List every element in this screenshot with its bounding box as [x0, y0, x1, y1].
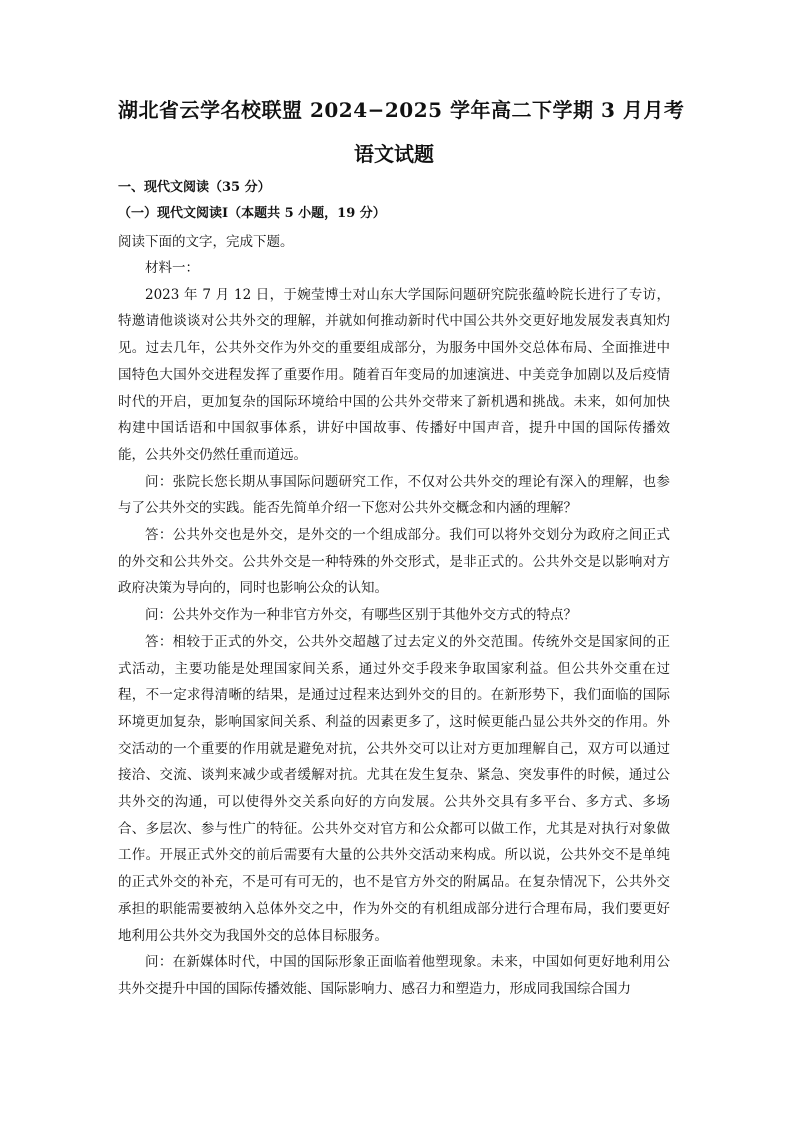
reading-material	[118, 255, 670, 1003]
paragraph: 问：公共外交作为一种非官方外交，有哪些区别于其他外交方式的特点？	[145, 607, 577, 624]
document-subtitle: 语文试题	[354, 142, 434, 166]
document-title: 湖北省云学名校联盟 2024−2025 学年高二下学期 3 月月考	[118, 98, 685, 122]
subsection-heading: （一）现代文阅读Ⅰ（本题共 5 小题，19 分）	[118, 206, 386, 221]
instruction-text: 阅读下面的文字，完成下题。	[118, 234, 294, 250]
paragraph: 问：在新媒体时代，中国的国际形象正面临着他塑现象。未来，中国如何更好地利用公共外交提升中国的国际传播效能、国际影响力、感召力和塑造力，形成同我国综合国力	[118, 954, 670, 997]
paragraph: 2023 年 7 月 12 日，于婉莹博士对山东大学国际问题研究院张蕴岭院长进行了专访，特邀请他谈谈对公共外交的理解，并就如何推动新时代中国公共外交更好地发展发表真知灼见。过去几年，公共外交作为外交的重要组成部分，为服务中国外交总体布局、全面推进中国特色大国外交进程发挥了重要作用。随着百年变局的加速演进、中美竞争加剧以及后疫情时代的开启，更加复杂的国际环境给中国的公共外交带来了新机遇和挑战。未来，如何加快构建中国话语和中国叙事体系，讲好中国故事、传播好中国声音，提升中国的国际传播效能，公共外交仍然任重而道远。	[118, 286, 670, 463]
section-heading: 一、现代文阅读（35 分）	[118, 180, 271, 195]
paragraph: 问：张院长您长期从事国际问题研究工作，不仅对公共外交的理论有深入的理解，也参与了公共外交的实践。能否先简单介绍一下您对公共外交概念和内涵的理解？	[118, 473, 670, 517]
paragraph: 答：相较于正式的外交，公共外交超越了过去定义的外交范围。传统外交是国家间的正式活动，主要功能是处理国家间关系，通过外交手段来争取国家利益。但公共外交重在过程，不一定求得清晰的结果，是通过过程来达到外交的目的。在新形势下，我们面临的国际环境更加复杂，影响国家间关系、利益的因素更多了，这时候更能凸显公共外交的作用。外交活动的一个重要的作用就是避免对抗，公共外交可以让对方更加理解自己，双方可以通过接洽、交流、谈判来减少或者缓解对抗。尤其在发生复杂、紧急、突发事件的时候，通过公共外交的沟通，可以使得外交关系向好的方向发展。公共外交具有多平台、多方式、多场合、多层次、参与性广的特征。公共外交对官方和公众都可以做工作，尤其是对执行对象做工作。开展正式外交的前后需要有大量的公共外交活动来构成。所以说，公共外交不是单纯的正式外交的补充，不是可有可无的，也不是官方外交的附属品。在复杂情况下，公共外交承担的职能需要被纳入总体外交之中，作为外交的有机组成部分进行合理布局，我们要更好地利用公共外交为我国外交的总体目标服务。	[118, 633, 670, 944]
paragraph: 答：公共外交也是外交，是外交的一个组成部分。我们可以将外交划分为政府之间正式的外交和公共外交。公共外交是一种特殊的外交形式，是非正式的。公共外交是以影响对方政府决策为导向的，同时也影响公众的认知。	[118, 527, 670, 597]
material-label: 材料一：	[145, 260, 199, 276]
